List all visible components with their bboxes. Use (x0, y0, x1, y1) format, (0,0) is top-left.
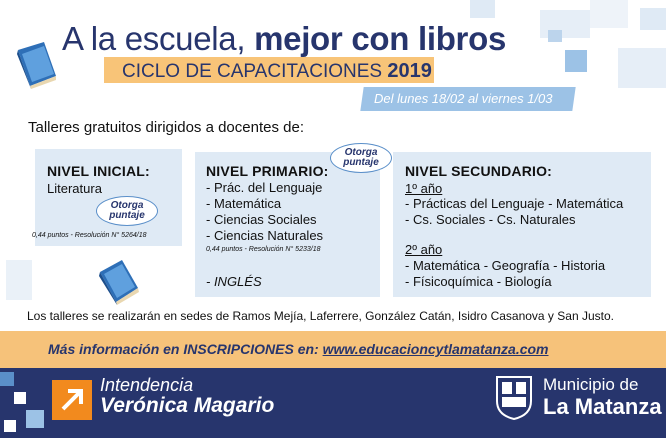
decor-square (26, 410, 44, 428)
intendencia-label: Intendencia (100, 375, 194, 395)
badge-otorga-puntaje: Otorga puntaje (96, 196, 158, 226)
municipio-name: La Matanza (543, 394, 662, 419)
secundario-item: - Prácticas del Lenguaje - Matemática (405, 196, 624, 211)
secundario-item: - Matemática - Geografía - Historia (405, 258, 606, 273)
decor-square (548, 30, 562, 42)
primario-extra: - INGLÉS (206, 274, 262, 289)
primario-item: - Ciencias Naturales (206, 228, 324, 243)
book-icon (96, 258, 142, 306)
primario-heading: NIVEL PRIMARIO: (206, 163, 329, 179)
municipio-shield-icon (494, 373, 534, 421)
decor-square (640, 8, 666, 30)
secundario-year2: 2º año (405, 242, 443, 257)
intro-text: Talleres gratuitos dirigidos a docentes de: (28, 119, 304, 136)
secundario-year1: 1º año (405, 181, 443, 196)
badge-otorga-puntaje: Otorga puntaje (330, 143, 392, 173)
date-range: Del lunes 18/02 al viernes 1/03 (374, 91, 553, 106)
secundario-item: - Cs. Sociales - Cs. Naturales (405, 212, 576, 227)
decor-square (565, 50, 587, 72)
intendencia-name: Verónica Magario (100, 394, 275, 417)
decor-square (618, 48, 666, 88)
locations-text: Los talleres se realizarán en sedes de Ramos Mejía, Laferrere, González Catán, Isidro Casanova y San Justo. (27, 309, 614, 323)
decor-square (0, 372, 14, 386)
decor-square (6, 260, 32, 300)
subtitle: CICLO DE CAPACITACIONES 2019 (122, 60, 432, 82)
book-icon (14, 40, 60, 90)
inicial-heading: NIVEL INICIAL: (47, 163, 150, 179)
arrow-icon (52, 380, 92, 420)
secundario-item: - Físicoquímica - Biología (405, 274, 552, 289)
decor-square (4, 420, 16, 432)
intendencia-logo (52, 380, 92, 420)
municipio-label: Municipio de (543, 375, 639, 394)
decor-square (470, 0, 495, 18)
primario-item: - Matemática (206, 196, 282, 211)
inicial-note: 0,44 puntos - Resolución N° 5264/18 (32, 232, 147, 239)
primario-item: - Ciencias Sociales (206, 212, 317, 227)
inicial-item: Literatura (47, 181, 102, 196)
primario-item: - Prác. del Lenguaje (206, 180, 323, 195)
decor-square (14, 392, 26, 404)
website-link[interactable]: www.educacioncytlamatanza.com (322, 341, 549, 357)
secundario-heading: NIVEL SECUNDARIO: (405, 163, 553, 179)
decor-square (590, 0, 628, 28)
page-title: A la escuela, mejor con libros (62, 20, 507, 57)
primario-note: 0,44 puntos - Resolución N° 5233/18 (206, 246, 321, 253)
info-text: Más información en INSCRIPCIONES en: www.educacioncytlamatanza.com (48, 341, 549, 357)
